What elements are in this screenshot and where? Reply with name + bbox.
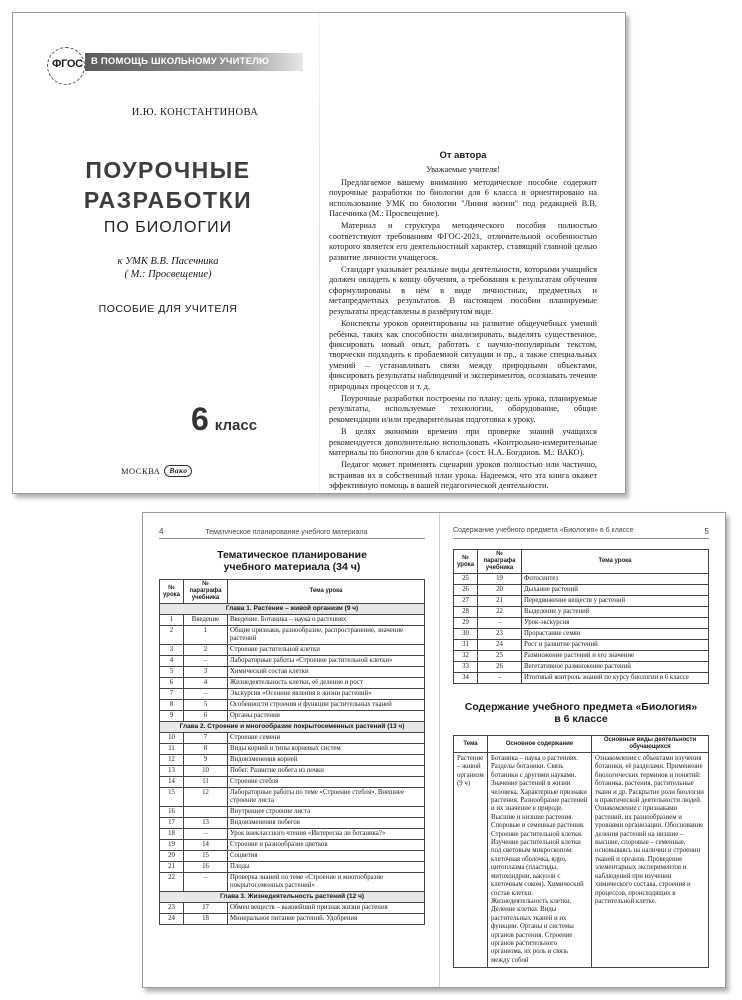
lesson-number-cell: 9: [160, 711, 184, 722]
column-header: № урока: [454, 550, 478, 574]
preface-paragraph: Материал и структура методического пособия полностью соответствуют требованиям ФГОС-2021, отличительной особенностью которого является его деятельностный характер, ставящий главной целью развитие личности учащегося.: [329, 221, 597, 262]
table-row: [160, 744, 425, 755]
lesson-topic-cell: Соцветия: [228, 851, 425, 862]
paragraph-cell: 18: [184, 914, 228, 925]
lesson-topic-cell: Передвижение веществ у растений: [522, 596, 709, 607]
paragraph-cell: –: [478, 618, 522, 629]
paragraph-cell: –: [478, 673, 522, 684]
paragraph-cell: 23: [478, 629, 522, 640]
paragraph-cell: 5: [184, 700, 228, 711]
running-head-right: [453, 527, 709, 539]
book-subject: ПО БИОЛОГИИ: [103, 219, 233, 236]
lesson-number-cell: 18: [160, 829, 184, 840]
table-row: [160, 733, 425, 744]
lesson-number-cell: 31: [454, 640, 478, 651]
planning-table-right: [453, 549, 709, 684]
umk-line-1: к УМК В.В. Пасечника: [117, 256, 219, 267]
table-row: [160, 903, 425, 914]
lesson-topic-cell: Минеральное питание растений. Удобрения: [228, 914, 425, 925]
lesson-topic-cell: Проверка знаний по теме «Строение и многообразие покрытосеменных растений»: [228, 873, 425, 892]
publisher-logo: Вако: [164, 465, 192, 477]
chapter-row: [160, 604, 425, 615]
lesson-topic-cell: Видоизменения корней: [228, 755, 425, 766]
preface-paragraph: Конспекты уроков ориентированы на развитие общеучебных умений ребёнка, таких как способности анализировать, выделять существенное, фиксировать новый опыт, работать с научно-популярным текстом, творчески подходить к проблемной ситуации и пр., а также специальных умений – устанавливать связи между природными объектами, фиксировать результаты наблюдений и экспериментов, осознавать течение природных процессов и т. д.: [329, 319, 597, 391]
table-row: [454, 596, 709, 607]
lesson-number-cell: 14: [160, 777, 184, 788]
lesson-topic-cell: Жизнедеятельность клетки, её деление и рост: [228, 678, 425, 689]
column-header: № параграфа учебника: [478, 550, 522, 574]
lesson-number-cell: 22: [160, 873, 184, 892]
preface-greeting: Уважаемые учителя!: [426, 165, 500, 175]
table-row: [454, 651, 709, 662]
paragraph-cell: 14: [184, 840, 228, 851]
paragraph-cell: 6: [184, 711, 228, 722]
lesson-number-cell: 28: [454, 607, 478, 618]
lesson-topic-cell: Внутреннее строение листа: [228, 807, 425, 818]
table-row: [160, 807, 425, 818]
lesson-topic-cell: Введение. Ботаника – наука о растениях: [228, 615, 425, 626]
planning-title: [159, 549, 425, 573]
lesson-number-cell: 5: [160, 667, 184, 678]
column-header: Тема урока: [228, 580, 425, 604]
paragraph-cell: 10: [184, 766, 228, 777]
lesson-number-cell: 25: [454, 574, 478, 585]
lesson-number-cell: 34: [454, 673, 478, 684]
lesson-number-cell: 6: [160, 678, 184, 689]
paragraph-cell: Введение: [184, 615, 228, 626]
preface-paragraph: В целях экономии времени при проверке знаний учащихся рекомендуется дополнительно использовать «Контрольно-измерительные материалы по биологии для 6 класса» (сост. Н.А. Богданов. М.: ВАКО).: [329, 427, 597, 457]
content-title: [453, 701, 709, 725]
paragraph-cell: 3: [184, 667, 228, 678]
table-row: [160, 755, 425, 766]
chapter-title: Глава 1. Растение – живой организм (9 ч): [160, 604, 425, 615]
running-head-left: [159, 527, 425, 539]
topic-line: – живой: [457, 763, 481, 771]
table-row: [454, 607, 709, 618]
lesson-topic-cell: Обмен веществ – важнейший признак жизни растения: [228, 903, 425, 914]
lesson-topic-cell: Размножение растений и его значение: [522, 651, 709, 662]
paragraph-cell: 1: [184, 626, 228, 645]
table-row: [160, 862, 425, 873]
lesson-number-cell: 32: [454, 651, 478, 662]
lesson-topic-cell: Органы растения: [228, 711, 425, 722]
book-title: [53, 155, 283, 215]
lesson-number-cell: 15: [160, 788, 184, 807]
preface-paragraph: Поурочные разработки построены по плану: цель урока, планируемые результаты, используемые технологии, оборудование, общие рекомендации и/или предварительная подготовка к уроку.: [329, 393, 597, 424]
lesson-number-cell: 8: [160, 700, 184, 711]
paragraph-cell: 2: [184, 645, 228, 656]
lesson-topic-cell: Прорастание семян: [522, 629, 709, 640]
paragraph-cell: 13: [184, 818, 228, 829]
chapter-title: Глава 3. Жизнедеятельность растений (12 ч): [160, 892, 425, 903]
column-header: Основные виды деятельности обучающихся: [592, 736, 709, 753]
content-activities-cell: Ознакомление с объектами изучения ботаники, её разделами. Применение биологических терминов и понятий: ботаника, растения, растительные ткани и др. Раскрытие роли биологии в практической деятельности людей. Ознакомление с признаками растений, их разнообразием и уровнями организации. Обоснование деления растений на низшие – высшие, споровые – семенные, основываясь на наличии и строении тканей и органов. Проведение элементарных экспериментов и наблюдений при изучении химического состава, строения и процессов, происходящих в растительной клетке.: [592, 753, 709, 968]
preface-paragraph: Предлагаемое вашему вниманию методическое пособие содержит поурочные разработки по биологии для 6 класса и ориентировано на использование УМК по биологии "Линия жизни" под редакцией В.В. Пасечника (М.: Просвещение).: [329, 177, 597, 219]
lesson-topic-cell: Химический состав клетки: [228, 667, 425, 678]
content-title-line-2: в 6 классе: [554, 713, 608, 725]
book-title-line-1: ПОУРОЧНЫЕ: [85, 157, 251, 183]
lesson-number-cell: 33: [454, 662, 478, 673]
lesson-number-cell: 2: [160, 626, 184, 645]
table-row: [160, 678, 425, 689]
table-row: [160, 626, 425, 645]
lesson-number-cell: 29: [454, 618, 478, 629]
publisher-block: [121, 465, 192, 477]
lesson-number-cell: 7: [160, 689, 184, 700]
umk-reference: [73, 255, 263, 281]
table-row: [160, 656, 425, 667]
lesson-number-cell: 17: [160, 818, 184, 829]
preface-paragraph: Педагог может применять сценарии уроков полностью или частично, встраивая их в собственный план урока. Надеемся, что эта книга окажет эффективную помощь в вашей педагогической деятельности.: [329, 460, 597, 491]
planning-rows-right: [454, 574, 709, 684]
umk-line-2: ( М.: Просвещение): [124, 269, 212, 280]
paragraph-cell: 17: [184, 903, 228, 914]
fgos-logo: [47, 47, 85, 85]
planning-spread: [142, 512, 726, 988]
table-row: [454, 673, 709, 684]
lesson-topic-cell: Лабораторные работы «Строение растительной клетки»: [228, 656, 425, 667]
lesson-topic-cell: Общие признаки, разнообразие, распространение, значение растений: [228, 626, 425, 645]
lesson-number-cell: 12: [160, 755, 184, 766]
table-row: [160, 840, 425, 851]
table-row: [454, 574, 709, 585]
table-row: [160, 700, 425, 711]
lesson-topic-cell: Особенности строения и функции растительных тканей: [228, 700, 425, 711]
lesson-number-cell: 3: [160, 645, 184, 656]
table-row: [454, 662, 709, 673]
lesson-number-cell: 13: [160, 766, 184, 777]
grade-word: класс: [214, 417, 258, 434]
table-header-row: [454, 736, 709, 753]
lesson-topic-cell: Виды корней и типы корневых систем: [228, 744, 425, 755]
lesson-number-cell: 26: [454, 585, 478, 596]
lesson-topic-cell: Дыхание растений: [522, 585, 709, 596]
lesson-number-cell: 11: [160, 744, 184, 755]
column-header: Тема урока: [522, 550, 709, 574]
paragraph-cell: –: [184, 656, 228, 667]
lesson-topic-cell: Выделение у растений: [522, 607, 709, 618]
content-title-line-1: Содержание учебного предмета «Биология»: [464, 701, 698, 713]
chapter-row: [160, 892, 425, 903]
paragraph-cell: 15: [184, 851, 228, 862]
paragraph-cell: 24: [478, 640, 522, 651]
lesson-topic-cell: Рост и развитие растений: [522, 640, 709, 651]
running-head-left-text: Тематическое планирование учебного материала: [205, 529, 368, 536]
paragraph-cell: –: [184, 873, 228, 892]
column-header: Основное содержание: [488, 736, 592, 753]
audience-label: ПОСОБИЕ ДЛЯ УЧИТЕЛЯ: [98, 303, 238, 315]
lesson-number-cell: 10: [160, 733, 184, 744]
paragraph-cell: 22: [478, 607, 522, 618]
page-number-left: 4: [159, 527, 164, 536]
lesson-topic-cell: Фотосинтез: [522, 574, 709, 585]
planning-title-line-2: учебного материала (34 ч): [223, 561, 361, 573]
lesson-topic-cell: Урок-экскурсия: [522, 618, 709, 629]
preface: [329, 151, 597, 494]
paragraph-cell: –: [184, 829, 228, 840]
paragraph-cell: 12: [184, 788, 228, 807]
lesson-topic-cell: Строение стебля: [228, 777, 425, 788]
paragraph-cell: 16: [184, 862, 228, 873]
lesson-topic-cell: Видоизменения побегов: [228, 818, 425, 829]
table-row: [160, 788, 425, 807]
paragraph-cell: 20: [478, 585, 522, 596]
paragraph-cell: 8: [184, 744, 228, 755]
lesson-topic-cell: Урок внеклассного чтения «Интересна ли ботаника?»: [228, 829, 425, 840]
grade-number: 6: [191, 401, 209, 437]
page-fold: [439, 513, 440, 987]
table-row: [454, 629, 709, 640]
table-row: [160, 777, 425, 788]
page-fold: [319, 13, 320, 493]
table-row: [160, 829, 425, 840]
paragraph-cell: –: [184, 689, 228, 700]
table-header-row: [454, 550, 709, 574]
lesson-number-cell: 19: [160, 840, 184, 851]
running-head-right-text: Содержание учебного предмета «Биология» в 6 классе: [453, 527, 634, 534]
paragraph-cell: 4: [184, 678, 228, 689]
lesson-topic-cell: Плоды: [228, 862, 425, 873]
grade-label: [191, 401, 257, 438]
table-header-row: [160, 580, 425, 604]
lesson-number-cell: 21: [160, 862, 184, 873]
lesson-number-cell: 23: [160, 903, 184, 914]
planning-rows-left: [160, 604, 425, 925]
lesson-topic-cell: Строение и разнообразие цветков: [228, 840, 425, 851]
paragraph-cell: 11: [184, 777, 228, 788]
paragraph-cell: [184, 807, 228, 818]
paragraph-cell: 25: [478, 651, 522, 662]
paragraph-cell: 21: [478, 596, 522, 607]
content-topic-cell: [454, 753, 488, 968]
column-header: № урока: [160, 580, 184, 604]
column-header: № параграфа учебника: [184, 580, 228, 604]
column-header: Тема: [454, 736, 488, 753]
lesson-number-cell: 30: [454, 629, 478, 640]
fgos-logo-text: ФГОС: [52, 58, 83, 70]
preface-heading: От автора: [439, 150, 487, 161]
page-number-right: 5: [704, 527, 709, 536]
table-row: [454, 753, 709, 968]
book-title-line-2: РАЗРАБОТКИ: [83, 187, 253, 213]
paragraph-cell: 26: [478, 662, 522, 673]
table-row: [160, 615, 425, 626]
topic-line: организм: [457, 771, 484, 779]
table-row: [454, 618, 709, 629]
topic-line: (9 ч): [457, 780, 471, 788]
table-row: [160, 851, 425, 862]
cover-spread: [12, 12, 626, 494]
lesson-topic-cell: Строение семени: [228, 733, 425, 744]
publisher-city: МОСКВА: [121, 466, 161, 476]
planning-table-left: [159, 579, 425, 925]
table-row: [160, 914, 425, 925]
lesson-topic-cell: Побег. Развитие побега из почки: [228, 766, 425, 777]
table-row: [160, 667, 425, 678]
lesson-number-cell: 20: [160, 851, 184, 862]
lesson-number-cell: 16: [160, 807, 184, 818]
chapter-title: Глава 2. Строение и многообразие покрытосеменных растений (13 ч): [160, 722, 425, 733]
paragraph-cell: 19: [478, 574, 522, 585]
lesson-topic-cell: Вегетативное размножение растений: [522, 662, 709, 673]
lesson-number-cell: 1: [160, 615, 184, 626]
author-name: И.Ю. КОНСТАНТИНОВА: [131, 107, 259, 118]
lesson-topic-cell: Итоговый контроль знаний по курсу биологии в 6 классе: [522, 673, 709, 684]
planning-title-line-1: Тематическое планирование: [217, 549, 367, 561]
series-banner: В ПОМОЩЬ ШКОЛЬНОМУ УЧИТЕЛЮ: [85, 53, 303, 71]
table-row: [160, 818, 425, 829]
lesson-number-cell: 27: [454, 596, 478, 607]
table-row: [160, 689, 425, 700]
lesson-topic-cell: Строение растительной клетки: [228, 645, 425, 656]
content-table: [453, 735, 709, 968]
lesson-topic-cell: Лабораторные работы по теме «Строение стебля». Внешнее строение листа: [228, 788, 425, 807]
lesson-number-cell: 4: [160, 656, 184, 667]
content-main-cell: Ботаника – наука о растениях. Разделы ботаники. Связь ботаники с другими науками. Значение растений в жизни человека. Характерные признаки растения. Разнообразие растений и их значение в природе. Высшие и низшие растения. Споровые и семенные растения. Строение растительной клетки. Изучение растительной клетки под световым микроскопом: клеточная оболочка, ядро, цитоплазма (пластиды, митохондрии, вакуоли с клеточным соком). Химический состав клетки. Жизнедеятельность клетки. Деление клетки. Виды растительных тканей и их функции. Органы и системы органов растения. Строение органов растительного организма, их роль и связь между собой: [488, 753, 592, 968]
paragraph-cell: 9: [184, 755, 228, 766]
preface-paragraph: Стандарт указывает реальные виды деятельности, которыми учащийся должен овладеть к концу обучения, а требования к результатам обучения сформулированы в нём в виде личностных, предметных и метапредметных результатов. В настоящем пособии планируемые результаты представлены в развёрнутом виде.: [329, 265, 597, 316]
lesson-topic-cell: Экскурсия «Осенние явления в жизни растений»: [228, 689, 425, 700]
table-row: [160, 711, 425, 722]
topic-line: Растение: [457, 755, 484, 762]
table-row: [160, 766, 425, 777]
chapter-row: [160, 722, 425, 733]
table-row: [454, 640, 709, 651]
lesson-number-cell: 24: [160, 914, 184, 925]
table-row: [454, 585, 709, 596]
table-row: [160, 873, 425, 892]
paragraph-cell: 7: [184, 733, 228, 744]
table-row: [160, 645, 425, 656]
